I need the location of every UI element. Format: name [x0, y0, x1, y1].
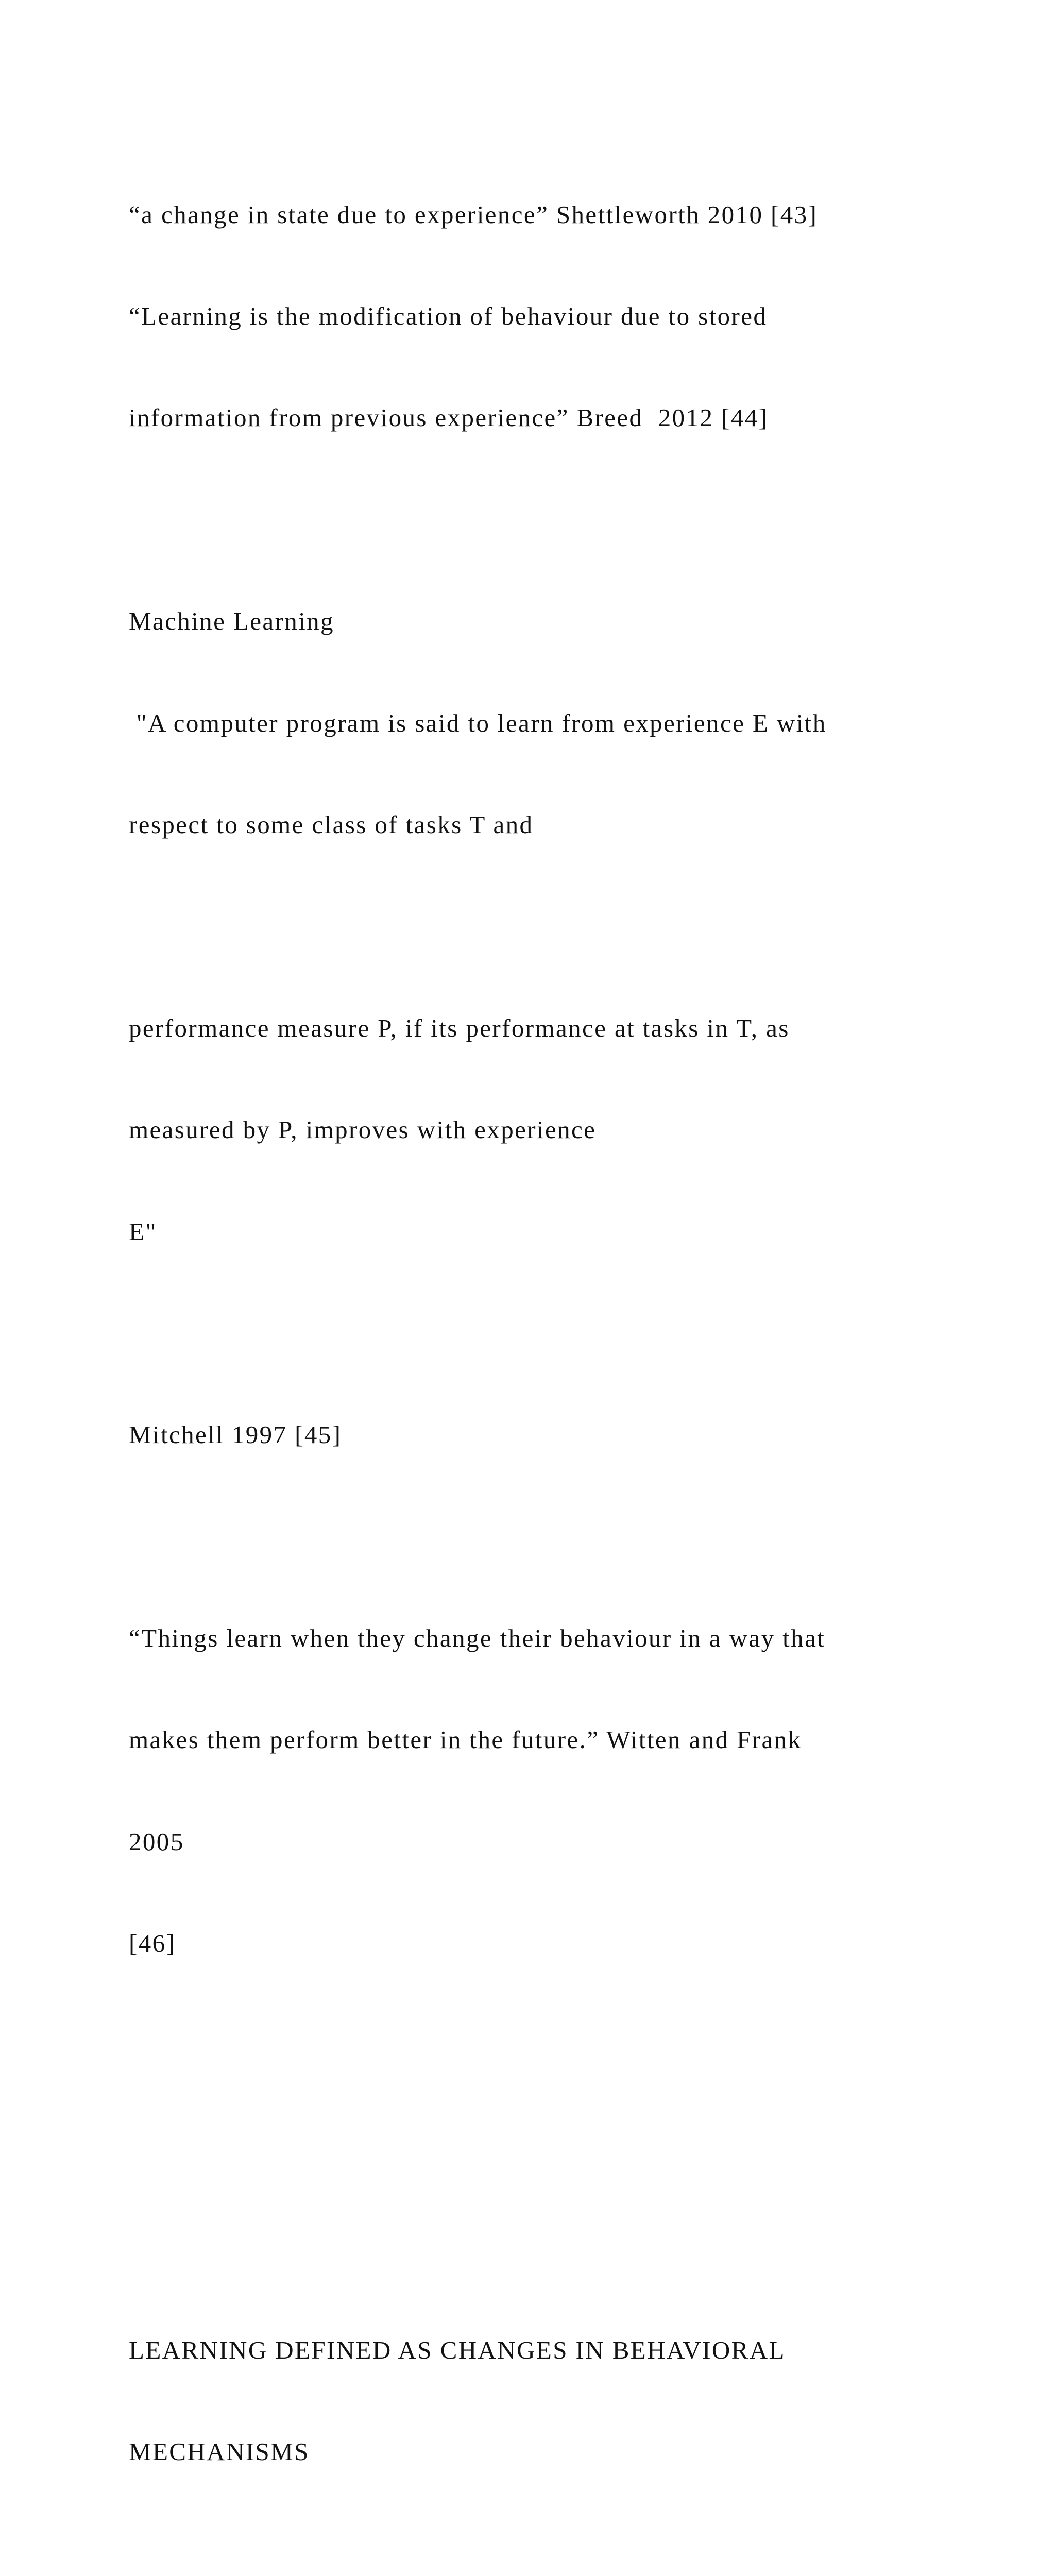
text-line: E"	[129, 1217, 157, 1246]
text-line: “Learning is the modification of behaviour due to stored	[129, 301, 768, 330]
text-line	[129, 1520, 1035, 1554]
text-line: makes them perform better in the future.” Witten and Frank	[129, 1725, 802, 1754]
text-line: “a change in state due to experience” Shettleworth 2010 [43]	[129, 200, 818, 229]
text-line	[129, 909, 1035, 943]
text-line	[129, 2537, 1035, 2571]
text-line	[129, 1316, 1035, 1350]
document-text	[129, 130, 1035, 2576]
text-line	[129, 2028, 1035, 2062]
text-line: information from previous experience” Breed 2012 [44]	[129, 403, 769, 432]
text-line: respect to some class of tasks T and	[129, 810, 534, 839]
section-heading-learning-defined: MECHANISMS	[129, 2437, 310, 2466]
citation-line: Mitchell 1997 [45]	[129, 1420, 342, 1449]
citation-line: [46]	[129, 1929, 176, 1958]
section-heading-machine-learning: Machine Learning	[129, 607, 334, 636]
text-line	[129, 503, 1035, 537]
text-line	[129, 2130, 1035, 2164]
text-line: "A computer program is said to learn from experience E with	[129, 708, 827, 737]
text-line: performance measure P, if its performance at tasks in T, as	[129, 1013, 790, 1042]
section-heading-learning-defined: LEARNING DEFINED AS CHANGES IN BEHAVIORAL	[129, 2335, 786, 2364]
text-line: 2005	[129, 1827, 184, 1856]
text-line	[129, 2231, 1035, 2265]
text-line: “Things learn when they change their behaviour in a way that	[129, 1624, 826, 1653]
text-line: measured by P, improves with experience	[129, 1115, 597, 1144]
